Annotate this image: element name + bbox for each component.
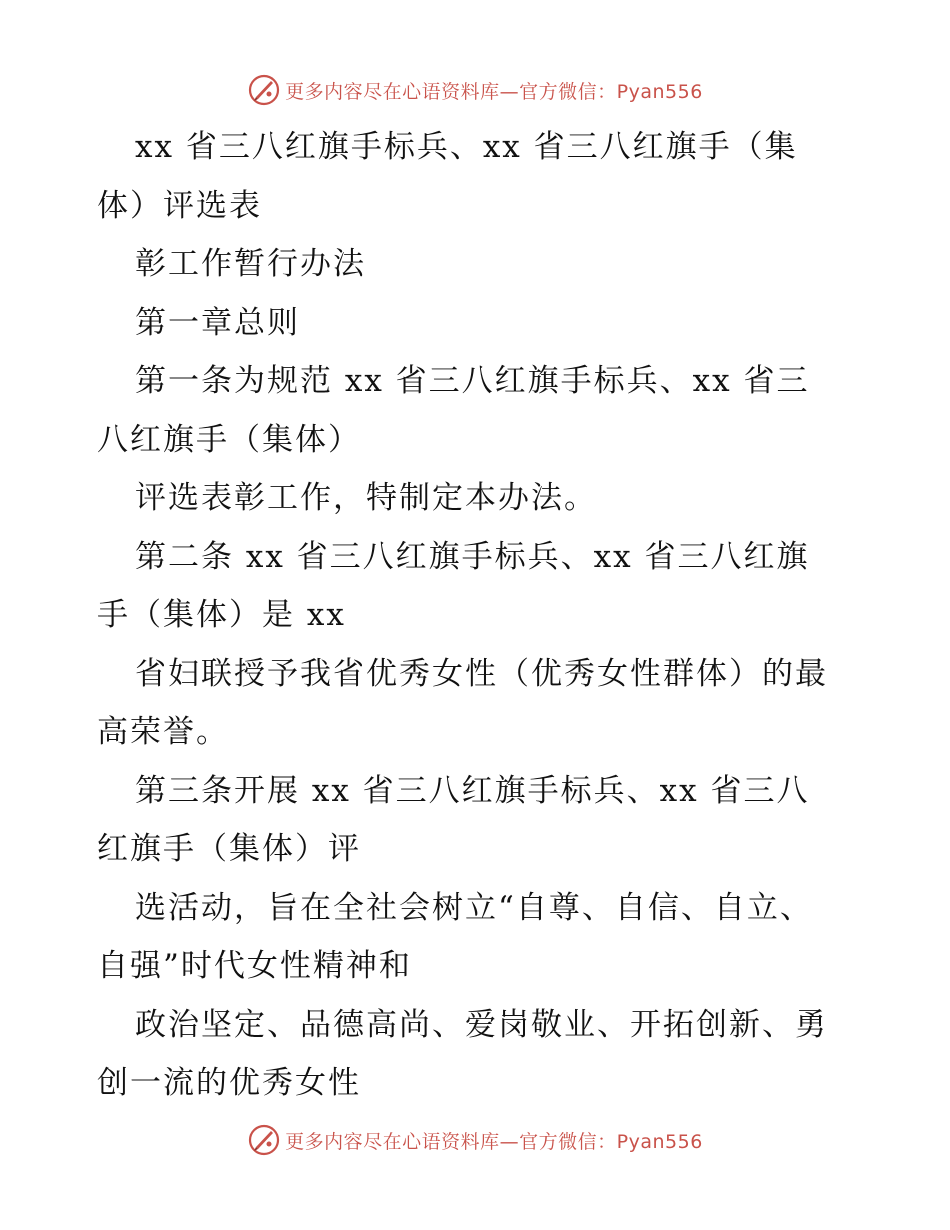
body-line: 体）评选表 — [97, 187, 262, 224]
body-line: 第一条为规范 xx 省三八红旗手标兵、xx 省三 — [135, 363, 810, 399]
quill-pen-logo-icon — [247, 73, 281, 107]
header-banner-text: 更多内容尽在心语资料库—官方微信：Pyan556 — [285, 80, 703, 103]
body-line: 评选表彰工作，特制定本办法。 — [135, 480, 597, 516]
body-line: 彰工作暂行办法 — [135, 246, 366, 282]
body-line: 手（集体）是 xx — [97, 597, 346, 633]
document-body — [97, 118, 857, 1113]
body-line: 第三条开展 xx 省三八红旗手标兵、xx 省三八 — [135, 772, 810, 809]
body-line: 八红旗手（集体） — [97, 421, 361, 458]
footer-banner-text: 更多内容尽在心语资料库—官方微信：Pyan556 — [285, 1130, 703, 1153]
body-line: 省妇联授予我省优秀女性（优秀女性群体）的最 — [135, 655, 828, 692]
quill-pen-logo-icon — [247, 1123, 281, 1157]
chapter-heading: 第一章总则 — [135, 304, 300, 341]
body-line: 自强”时代女性精神和 — [97, 948, 412, 984]
body-line: 红旗手（集体）评 — [97, 831, 361, 867]
body-line: 选活动，旨在全社会树立“自尊、自信、自立、 — [135, 889, 813, 926]
body-line: 政治坚定、品德高尚、爱岗敬业、开拓创新、勇 — [135, 1006, 828, 1043]
footer-banner — [0, 1120, 950, 1160]
body-line: 创一流的优秀女性 — [97, 1065, 361, 1101]
body-line: 高荣誉。 — [97, 714, 229, 750]
body-line: xx 省三八红旗手标兵、xx 省三八红旗手（集 — [135, 129, 798, 165]
body-line: 第二条 xx 省三八红旗手标兵、xx 省三八红旗 — [135, 538, 810, 575]
header-banner — [0, 70, 950, 110]
